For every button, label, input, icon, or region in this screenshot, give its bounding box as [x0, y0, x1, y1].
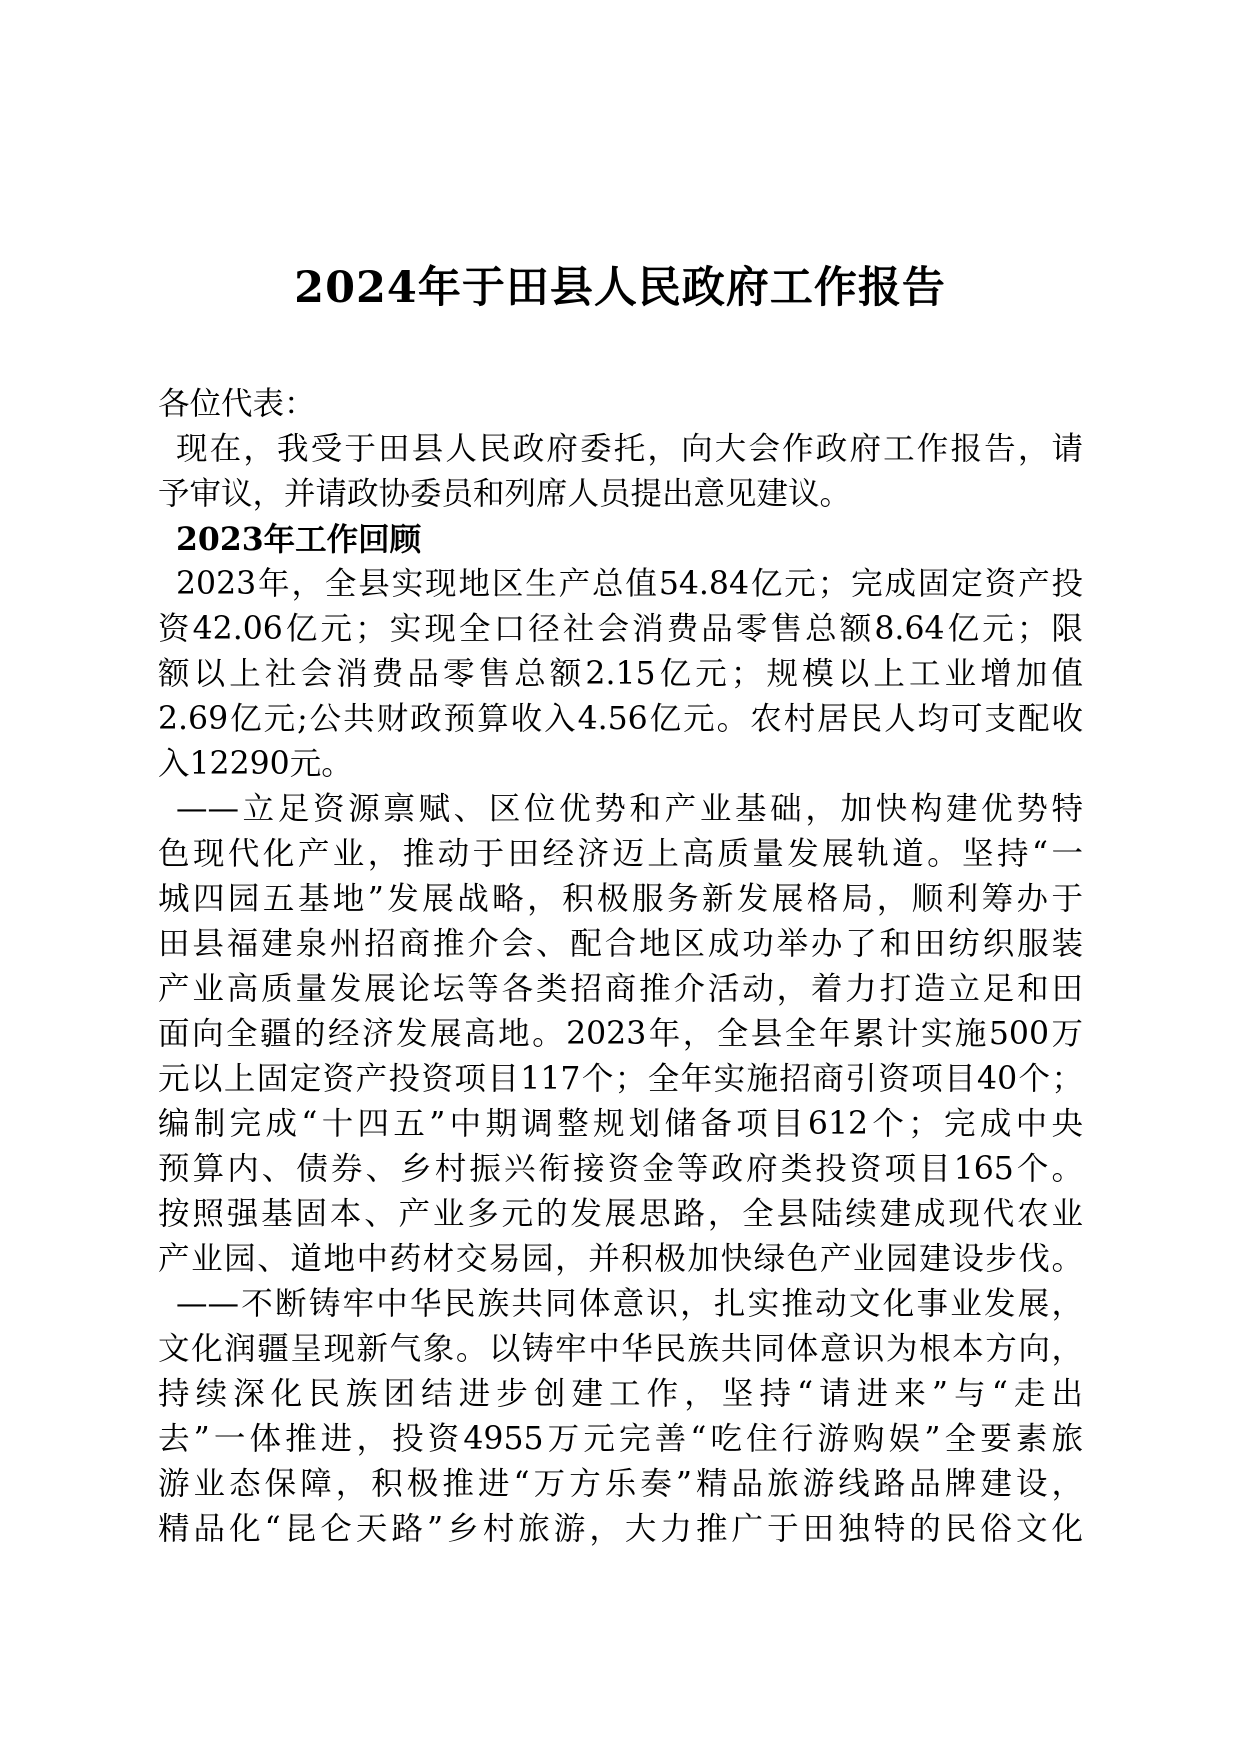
body-line: 预算内、债券、乡村振兴衔接资金等政府类投资项目165个。 [158, 1151, 1083, 1187]
body-line: 元以上固定资产投资项目117个；全年实施招商引资项目40个； [158, 1061, 1083, 1097]
body-line: 产业园、道地中药材交易园，并积极加快绿色产业园建设步伐。 [158, 1241, 1083, 1277]
body-line: 按照强基固本、产业多元的发展思路，全县陆续建成现代农业 [158, 1196, 1083, 1232]
body-line: 现在，我受于田县人民政府委托，向大会作政府工作报告，请 [176, 431, 1083, 467]
body-line: 去”一体推进，投资4955万元完善“吃住行游购娱”全要素旅 [158, 1421, 1083, 1457]
document-body [158, 382, 1083, 1552]
body-line: 入12290元。 [158, 746, 353, 782]
body-line: 予审议，并请政协委员和列席人员提出意见建议。 [158, 476, 852, 512]
body-line: 色现代化产业，推动于田经济迈上高质量发展轨道。坚持“一 [158, 836, 1083, 872]
body-line: 文化润疆呈现新气象。以铸牢中华民族共同体意识为根本方向， [158, 1331, 1083, 1367]
body-line: 2.69亿元;公共财政预算收入4.56亿元。农村居民人均可支配收 [158, 701, 1083, 737]
body-line: 2023年，全县实现地区生产总值54.84亿元；完成固定资产投 [176, 566, 1083, 602]
body-line: 田县福建泉州招商推介会、配合地区成功举办了和田纺织服装 [158, 926, 1083, 962]
body-line: ——不断铸牢中华民族共同体意识，扎实推动文化事业发展， [176, 1286, 1083, 1322]
body-line: 游业态保障，积极推进“万方乐奏”精品旅游线路品牌建设， [158, 1466, 1083, 1502]
body-line: 持续深化民族团结进步创建工作，坚持“请进来”与“走出 [158, 1376, 1083, 1412]
body-line: 2023年工作回顾 [176, 521, 422, 558]
body-line: ——立足资源禀赋、区位优势和产业基础，加快构建优势特 [176, 791, 1083, 827]
body-line: 各位代表： [158, 386, 316, 422]
body-line: 编制完成“十四五”中期调整规划储备项目612个；完成中央 [158, 1106, 1083, 1142]
body-line: 面向全疆的经济发展高地。2023年，全县全年累计实施500万 [158, 1016, 1083, 1052]
body-line: 精品化“昆仑天路”乡村旅游，大力推广于田独特的民俗文化 [158, 1511, 1083, 1547]
body-line: 资42.06亿元；实现全口径社会消费品零售总额8.64亿元；限 [158, 611, 1083, 647]
body-line: 产业高质量发展论坛等各类招商推介活动，着力打造立足和田 [158, 971, 1083, 1007]
document-title: 2024年于田县人民政府工作报告 [294, 263, 946, 313]
body-line: 额以上社会消费品零售总额2.15亿元；规模以上工业增加值 [158, 656, 1083, 692]
body-line: 城四园五基地”发展战略，积极服务新发展格局，顺利筹办于 [158, 881, 1083, 917]
